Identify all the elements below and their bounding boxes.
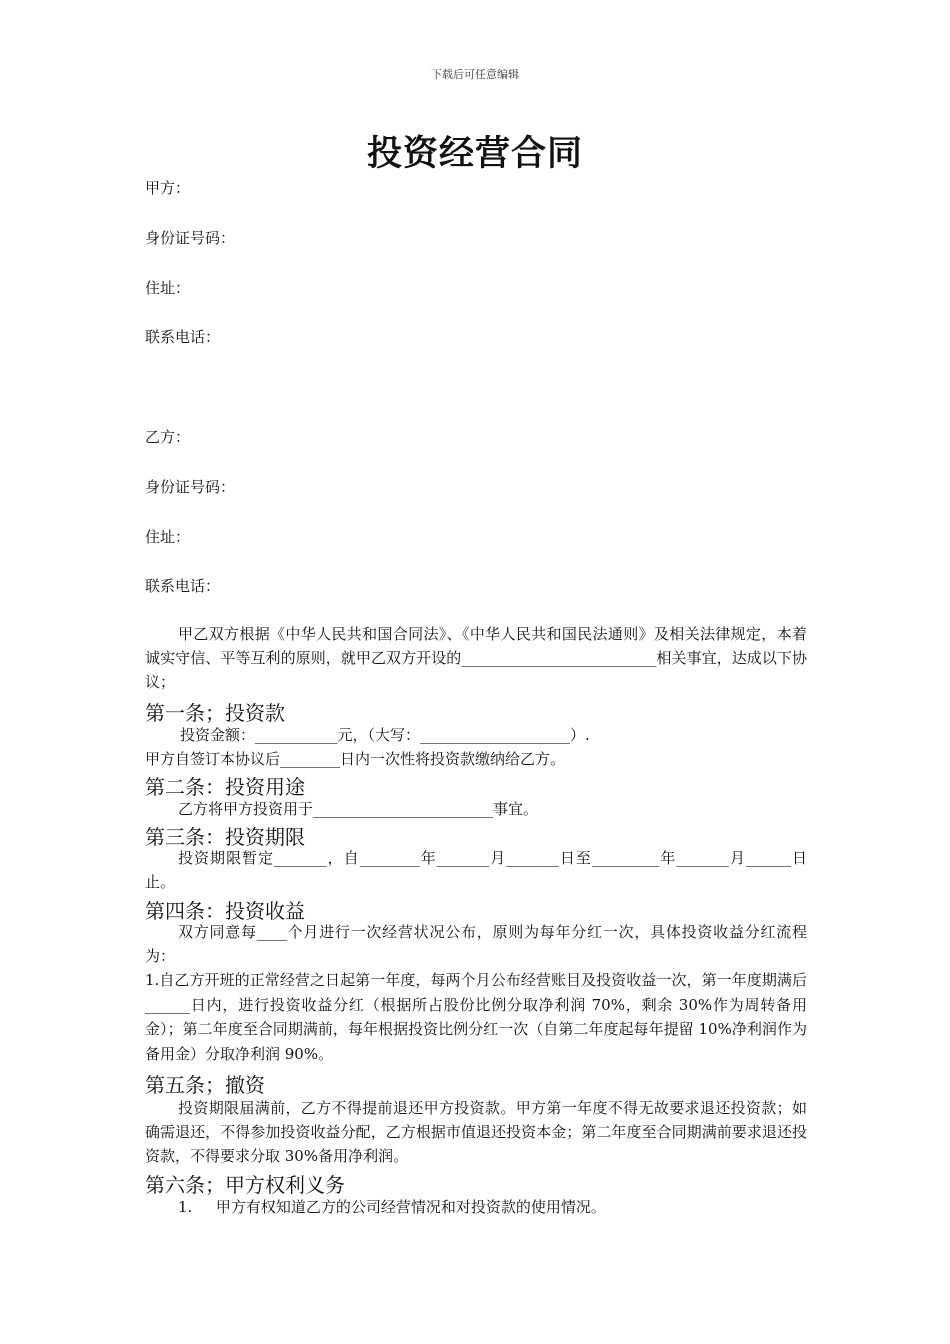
article6-item1	[178, 1196, 606, 1217]
article5-heading: 第五条；撤资	[145, 1073, 265, 1097]
article6-heading: 第六条；甲方权利义务	[145, 1173, 345, 1197]
party-a-label: 甲方：	[145, 179, 191, 197]
header-note: 下载后可任意编辑	[431, 68, 519, 81]
party-b-label: 乙方：	[145, 428, 191, 446]
article4-dividend-paragraph: 1.自乙方开班的正常经营之日起第一年度，每两个月公布经营账目及投资收益一次，第一年度期满后______日内，进行投资收益分红（根据所占股份比例分取净利润 70%，剩余 30%作为周转备用金）；第二年度至合同期满前，每年根据投资比例分红一次（自第二年度起每年提留 10%净利润作为备用金）分取净利润 90%。	[145, 971, 807, 1063]
party-b-phone-label: 联系电话：	[145, 577, 221, 595]
document-title: 投资经营合同	[366, 133, 583, 174]
article1-heading: 第一条；投资款	[145, 701, 285, 725]
article2-usage-line: 乙方将甲方投资用于________________________事宜。	[178, 800, 539, 818]
party-b-id-label: 身份证号码：	[145, 478, 236, 496]
article5-withdrawal-paragraph: 投资期限届满前，乙方不得提前退还甲方投资款。甲方第一年度不得无故要求退还投资款；如确需退还，不得参加投资收益分配，乙方根据市值退还投资本金；第二年度至合同期满前要求退还投资款，不得要求分取 30%备用净利润。	[145, 1099, 807, 1165]
article3-heading: 第三条：投资期限	[145, 825, 305, 849]
article4-heading: 第四条：投资收益	[145, 899, 305, 923]
article1-amount-line: 投资金额：___________元，（大写：____________________）.	[180, 726, 590, 744]
article3-term-paragraph: 投资期限暂定_______，自________年_______月_______日至_________年_______月______日止。	[145, 849, 807, 891]
party-a-id-label: 身份证号码：	[145, 229, 236, 247]
article1-payment-line: 甲方自签订本协议后________日内一次性将投资款缴纳给乙方。	[145, 750, 566, 768]
party-b-address-label: 住址：	[145, 528, 191, 546]
article6-item1-text: 甲方有权知道乙方的公司经营情况和对投资款的使用情况。	[215, 1198, 606, 1216]
party-a-address-label: 住址：	[145, 279, 191, 297]
preamble-paragraph: 甲乙双方根据《中华人民共和国合同法》、《中华人民共和国民法通则》及相关法律规定，本着诚实守信、平等互利的原则，就甲乙双方开设的__________________________相关事宜，达成以下协议；	[145, 625, 807, 691]
article4-disclosure-paragraph: 双方同意每____个月进行一次经营状况公布，原则为每年分红一次，具体投资收益分红流程为：	[145, 923, 807, 965]
article6-item1-number: 1.	[178, 1198, 193, 1216]
article2-heading: 第二条：投资用途	[145, 775, 305, 799]
party-a-phone-label: 联系电话：	[145, 328, 221, 346]
